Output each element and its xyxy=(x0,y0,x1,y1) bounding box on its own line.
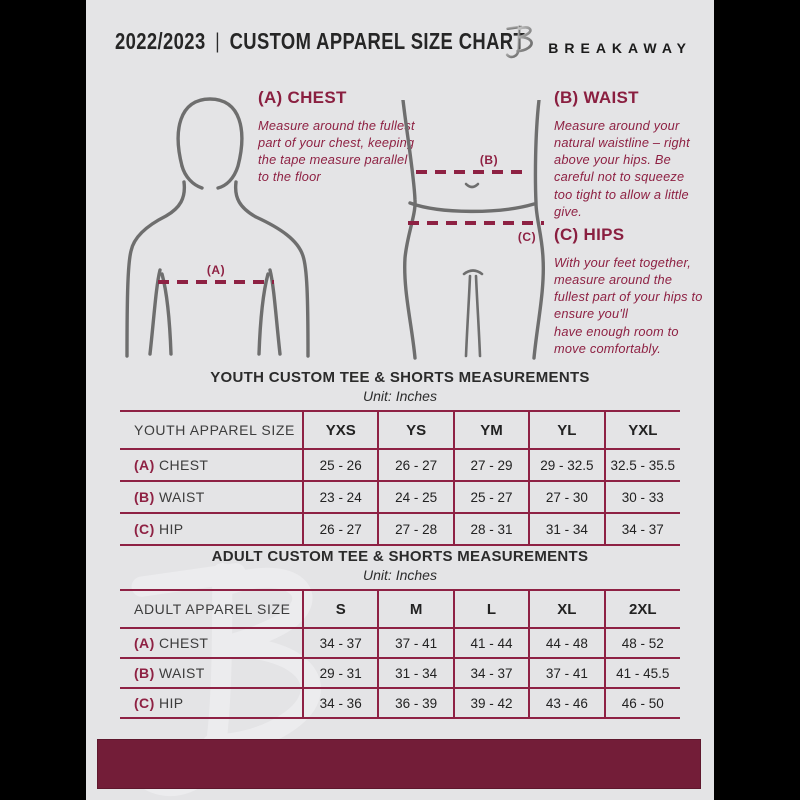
row-label: WAIST xyxy=(158,665,205,681)
brand-block xyxy=(501,22,692,67)
youth-table-title: YOUTH CUSTOM TEE & SHORTS MEASUREMENTS xyxy=(210,369,590,386)
cell: 28 - 31 xyxy=(454,513,529,545)
waist-heading: (B) WAIST xyxy=(554,88,639,107)
adult-header-row xyxy=(120,590,680,628)
size-header-yxl: YXL xyxy=(605,411,680,449)
cell: 27 - 30 xyxy=(529,481,604,513)
table-row-waist xyxy=(120,481,680,513)
cell: 26 - 27 xyxy=(378,449,453,481)
adult-table-title: ADULT CUSTOM TEE & SHORTS MEASUREMENTS xyxy=(211,548,589,565)
adult-unit-label: Unit: Inches xyxy=(363,567,437,583)
cell: 31 - 34 xyxy=(529,513,604,545)
youth-header-row xyxy=(120,411,680,449)
size-header-xl: XL xyxy=(529,590,604,628)
cell: 44 - 48 xyxy=(529,628,604,658)
hips-text: With your feet together, measure around the fullest part of your hips to ensure you'll xyxy=(554,255,703,322)
adult-section xyxy=(86,548,714,719)
cell: 37 - 41 xyxy=(529,658,604,688)
footer-bar xyxy=(97,739,701,789)
waist-marker-label: (B) xyxy=(479,153,499,167)
cell: 34 - 37 xyxy=(605,513,680,545)
row-prefix: (B) xyxy=(134,665,155,681)
header xyxy=(115,22,692,62)
hips-note xyxy=(554,225,706,357)
size-header-s: S xyxy=(303,590,378,628)
size-chart-page xyxy=(86,0,714,800)
size-header-yl: YL xyxy=(529,411,604,449)
row-label: HIP xyxy=(158,521,184,537)
row-label: HIP xyxy=(158,695,184,711)
size-header-2xl: 2XL xyxy=(605,590,680,628)
table-row-hip xyxy=(120,513,680,545)
cell: 27 - 28 xyxy=(378,513,453,545)
size-header-m: M xyxy=(378,590,453,628)
cell: 41 - 45.5 xyxy=(605,658,680,688)
youth-unit-label: Unit: Inches xyxy=(363,388,437,404)
size-header-ys: YS xyxy=(378,411,453,449)
cell: 29 - 32.5 xyxy=(529,449,604,481)
cell: 32.5 - 35.5 xyxy=(605,449,680,481)
row-label: CHEST xyxy=(158,457,209,473)
cell: 34 - 36 xyxy=(303,688,378,718)
table-row-chest xyxy=(120,628,680,658)
cell: 25 - 26 xyxy=(303,449,378,481)
cell: 23 - 24 xyxy=(303,481,378,513)
waist-note xyxy=(554,88,704,220)
table-row-chest xyxy=(120,449,680,481)
chest-text: Measure around the fullest part of your chest, keeping the tape measure parallel to the floor xyxy=(258,118,415,185)
youth-size-table xyxy=(120,410,680,546)
row-label: CHEST xyxy=(158,635,209,651)
hips-marker-label: (C) xyxy=(517,230,537,244)
page-title xyxy=(115,28,525,55)
size-header-l: L xyxy=(454,590,529,628)
cell: 34 - 37 xyxy=(303,628,378,658)
row-prefix: (C) xyxy=(134,695,155,711)
cell: 29 - 31 xyxy=(303,658,378,688)
lower-body-figure xyxy=(390,100,550,362)
cell: 24 - 25 xyxy=(378,481,453,513)
waist-text: Measure around your natural waistline – right above your hips. Be careful not to squeeze too tight to allow a little give. xyxy=(554,118,690,219)
adult-size-col-header: ADULT APPAREL SIZE xyxy=(120,590,303,628)
row-prefix: (B) xyxy=(134,489,155,505)
table-row-waist xyxy=(120,658,680,688)
measuring-guide xyxy=(86,86,714,366)
row-label: WAIST xyxy=(158,489,205,505)
cell: 41 - 44 xyxy=(454,628,529,658)
table-row-hip xyxy=(120,688,680,718)
youth-size-col-header: YOUTH APPAREL SIZE xyxy=(120,411,303,449)
chest-marker-label: (A) xyxy=(206,263,226,277)
cell: 48 - 52 xyxy=(605,628,680,658)
cell: 31 - 34 xyxy=(378,658,453,688)
cell: 43 - 46 xyxy=(529,688,604,718)
cell: 25 - 27 xyxy=(454,481,529,513)
cell: 34 - 37 xyxy=(454,658,529,688)
adult-size-table xyxy=(120,589,680,719)
cell: 46 - 50 xyxy=(605,688,680,718)
size-header-yxs: YXS xyxy=(303,411,378,449)
cell: 26 - 27 xyxy=(303,513,378,545)
size-header-ym: YM xyxy=(454,411,529,449)
row-prefix: (C) xyxy=(134,521,155,537)
cell: 36 - 39 xyxy=(378,688,453,718)
brand-name: BREAKAWAY xyxy=(548,39,692,56)
cell: 39 - 42 xyxy=(454,688,529,718)
title-separator: | xyxy=(215,29,220,53)
cell: 30 - 33 xyxy=(605,481,680,513)
season-label: 2022/2023 xyxy=(115,28,206,54)
hips-text-2: have enough room to move comfortably. xyxy=(554,323,679,356)
hips-heading: (C) HIPS xyxy=(554,225,625,244)
chart-title: CUSTOM APPAREL SIZE CHART xyxy=(229,28,526,54)
chest-heading: (A) CHEST xyxy=(258,88,347,107)
row-prefix: (A) xyxy=(134,457,155,473)
row-prefix: (A) xyxy=(134,635,155,651)
cell: 37 - 41 xyxy=(378,628,453,658)
cell: 27 - 29 xyxy=(454,449,529,481)
breakaway-b-logo-icon xyxy=(501,22,539,67)
youth-section xyxy=(86,369,714,546)
